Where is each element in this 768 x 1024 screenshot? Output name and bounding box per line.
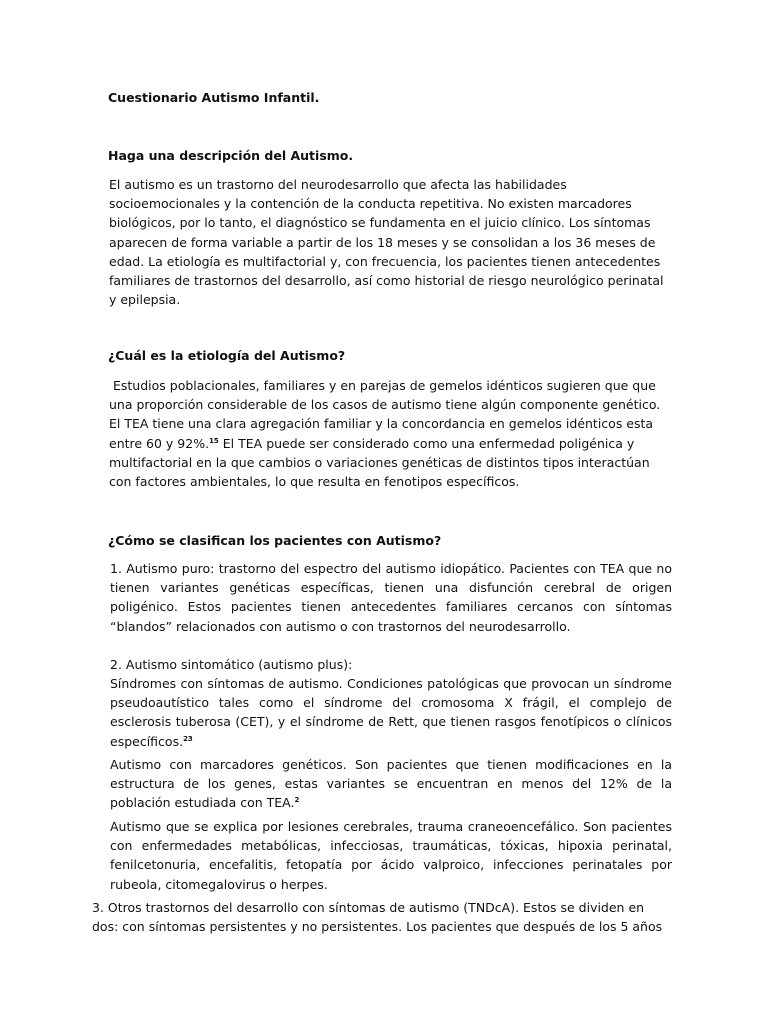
classification-subitem-syndromes bbox=[110, 674, 672, 751]
subitem-genetic-text: Autismo con marcadores genéticos. Son pacientes que tienen modificaciones en la estructura de los genes, estas variantes se encuentran en menos del 12% de la población estudiada con TEA. bbox=[110, 757, 672, 811]
answer-etiology bbox=[109, 376, 674, 491]
classification-item-1: 1. Autismo puro: trastorno del espectro del autismo idiopático. Pacientes con TEA que no tienen variantes genéticas específicas, tienen una disfunción cerebral de origen poligénico. Estos pacientes tienen antecedentes familiares cercanos con síntomas “blandos” relacionados con autismo o con trastornos del neurodesarrollo. bbox=[110, 561, 672, 634]
reference-marker: 2 bbox=[294, 796, 300, 805]
question-classification: ¿Cómo se clasifican los pacientes con Autismo? bbox=[108, 533, 442, 548]
question-etiology: ¿Cuál es la etiología del Autismo? bbox=[108, 348, 346, 363]
subitem-syndromes-text: Síndromes con síntomas de autismo. Condiciones patológicas que provocan un síndrome pseudoautístico tales como el síndrome del cromosoma X frágil, el complejo de esclerosis tuberosa (CET), y el síndrome de Rett, que tienen rasgos fenotípicos o clínicos específicos. bbox=[110, 676, 672, 749]
answer-description: El autismo es un trastorno del neurodesarrollo que afecta las habilidades socioemocionales y la contención de la conducta repetitiva. No existen marcadores biológicos, por lo tanto, el diagnóstico se fundamenta en el juicio clínico. Los síntomas aparecen de forma variable a partir de los 18 meses y se consolidan a los 36 meses de edad. La etiología es multifactorial y, con frecuencia, los pacientes tienen antecedentes familiares de trastornos del desarrollo, así como historial de riesgo neurológico perinatal y epilepsia. bbox=[109, 177, 664, 308]
reference-marker: 23 bbox=[183, 734, 193, 743]
question-description: Haga una descripción del Autismo. bbox=[108, 148, 354, 163]
reference-marker: 15 bbox=[209, 436, 219, 445]
classification-item-2-heading: 2. Autismo sintomático (autismo plus): bbox=[110, 657, 353, 672]
classification-subitem-genetic-markers bbox=[110, 755, 672, 813]
document-title: Cuestionario Autismo Infantil. bbox=[108, 90, 320, 105]
answer-etiology-part2: El TEA puede ser considerado como una enfermedad poligénica y multifactorial en la que cambios o variaciones genéticas de distintos tipos interactúan con factores ambientales, lo que resulta en fenotipos específicos. bbox=[109, 435, 650, 490]
classification-item-3: 3. Otros trastornos del desarrollo con síntomas de autismo (TNDcA). Estos se dividen en dos: con síntomas persistentes y no persistentes. Los pacientes que después de los 5 años bbox=[92, 900, 663, 935]
answer-etiology-part1: Estudios poblacionales, familiares y en parejas de gemelos idénticos sugieren que que una proporción considerable de los casos de autismo tiene algún componente genético. El TEA tiene una clara agregación familiar y la concordancia en gemelos idénticos esta entre 60 y 92%. bbox=[109, 378, 661, 451]
classification-subitem-brain-lesions: Autismo que se explica por lesiones cerebrales, trauma craneoencefálico. Son pacientes con enfermedades metabólicas, infecciosas, traumáticas, tóxicas, hipoxia perinatal, fenilcetonuria, encefalitis, fetopatía por ácido valproico, infecciones perinatales por rubeola, citomegalovirus o herpes. bbox=[110, 819, 672, 892]
